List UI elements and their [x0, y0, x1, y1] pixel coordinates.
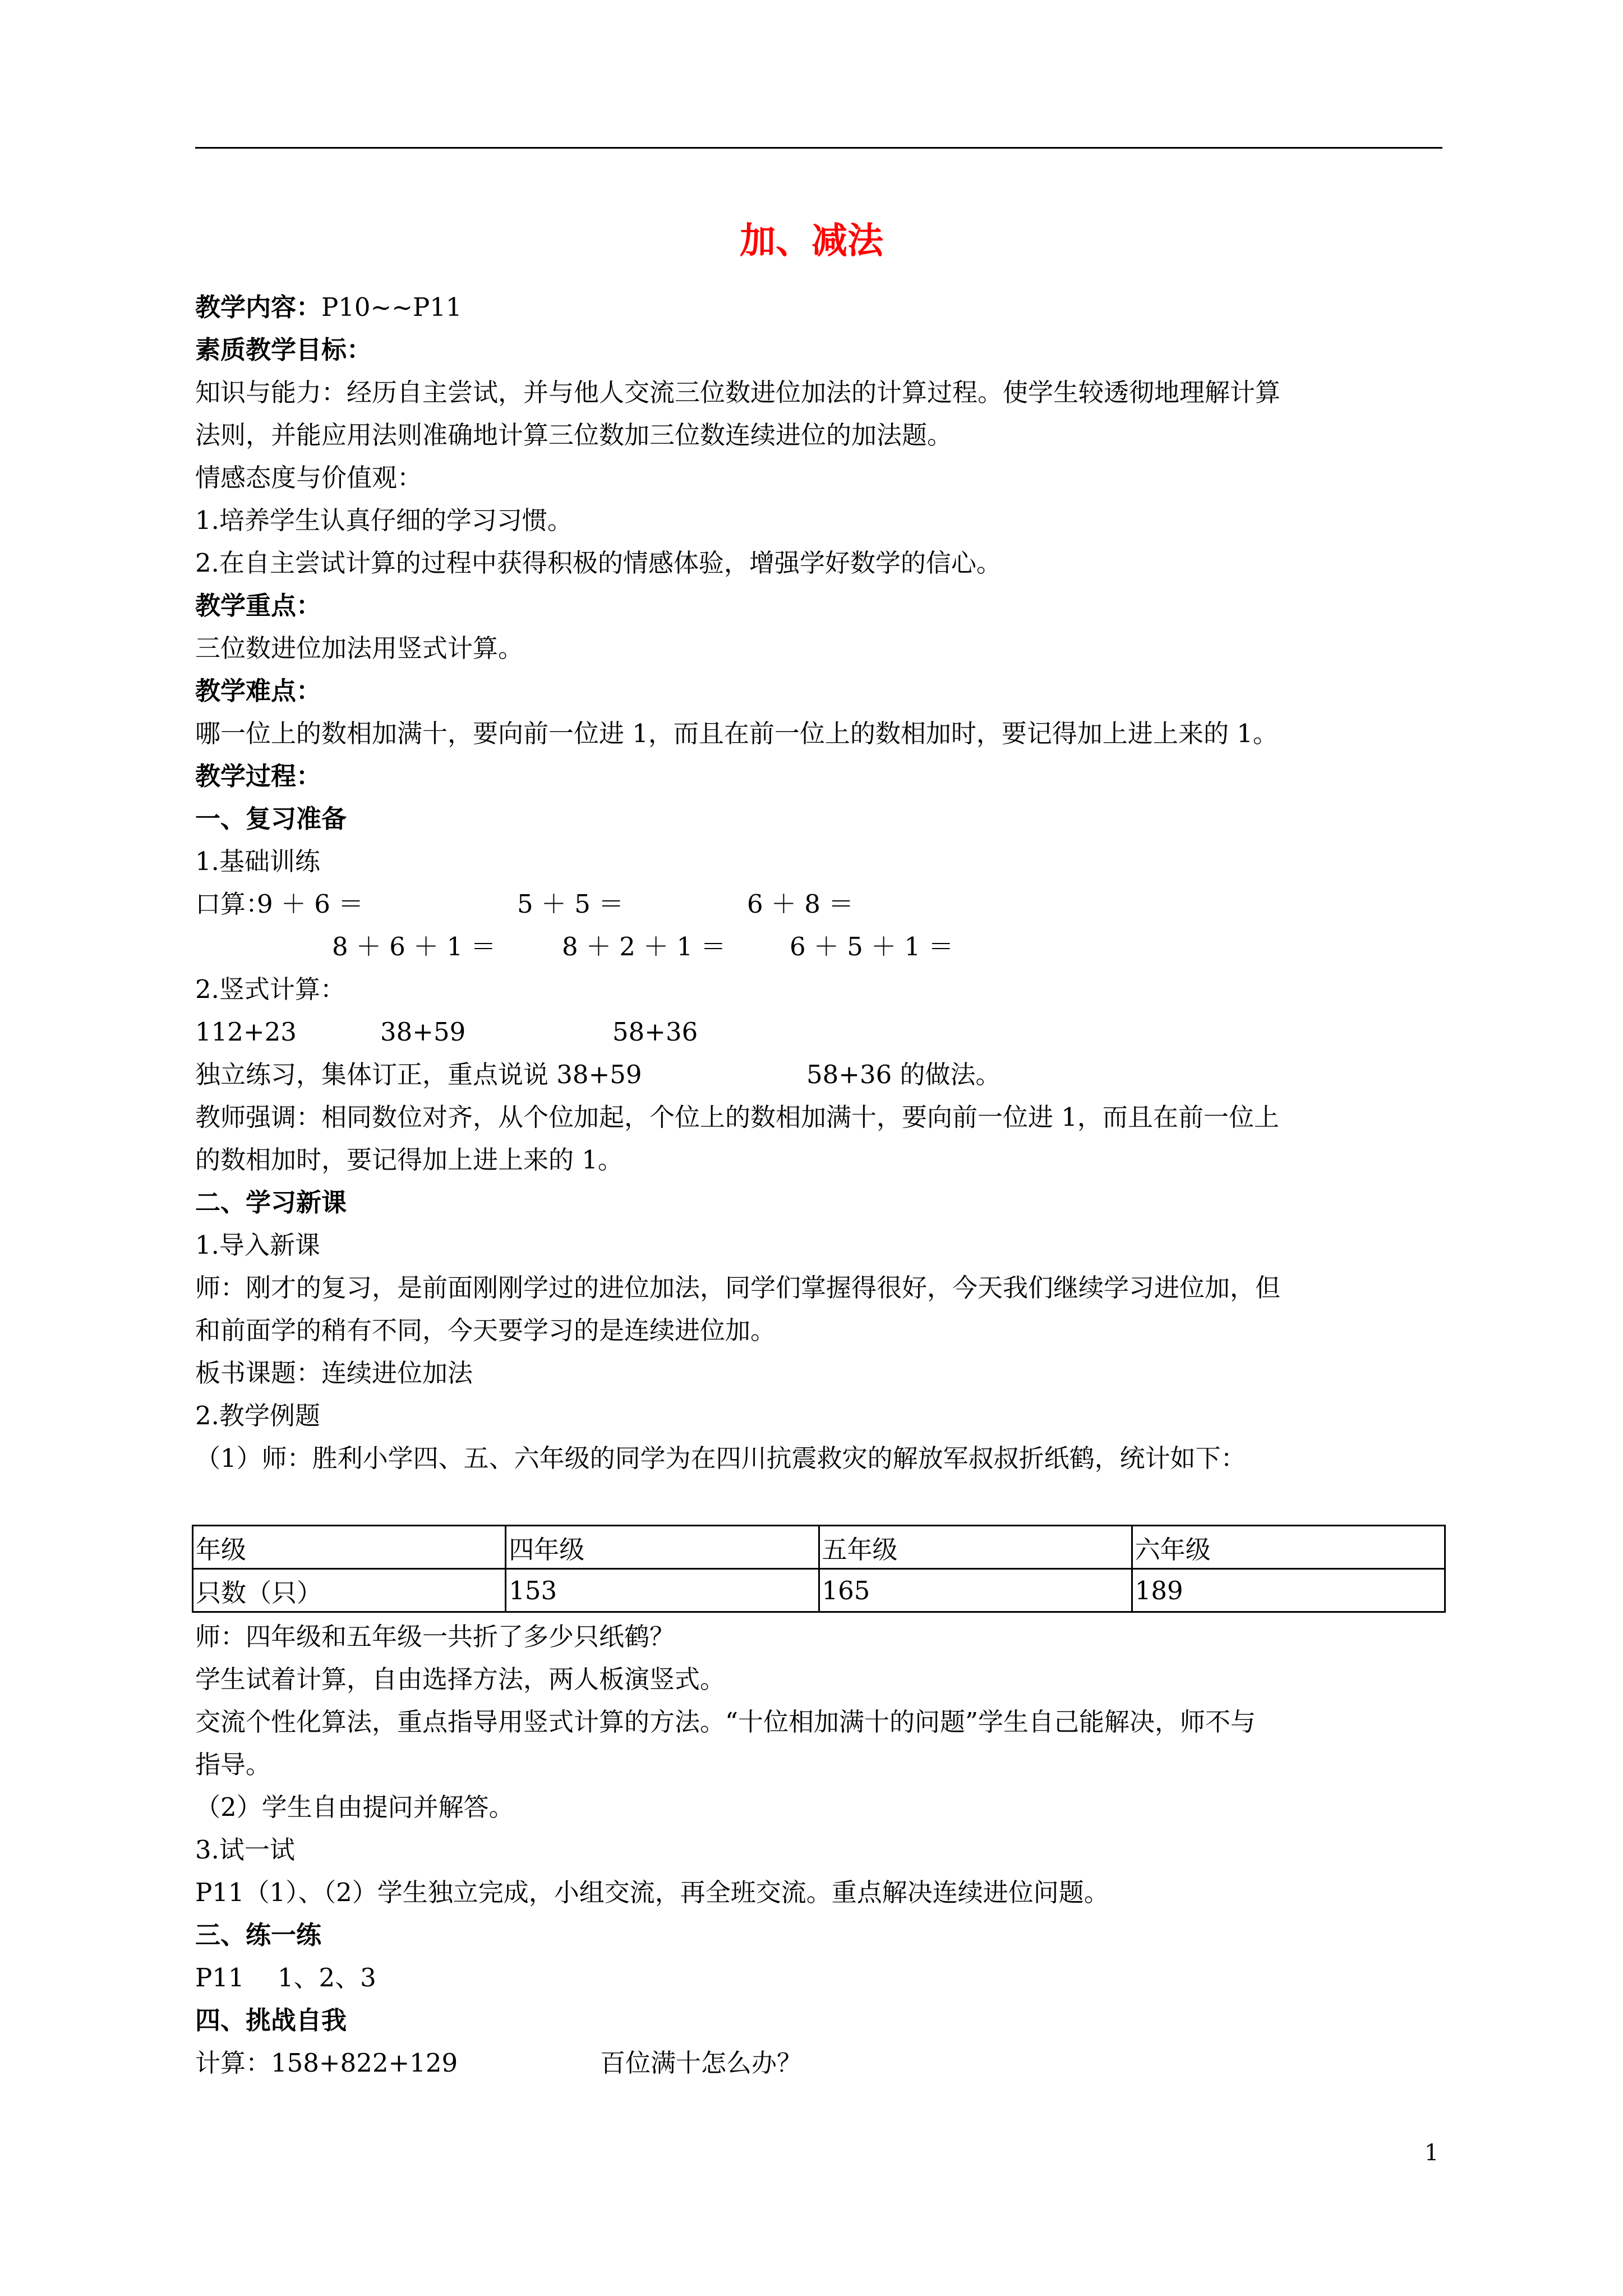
key-point-text: 三位数进位加法用竖式计算。 [195, 633, 524, 663]
teacher-line-1: 师：刚才的复习，是前面刚刚学过的进位加法，同学们掌握得很好，今天我们继续学习进位加，但 [195, 1273, 1281, 1303]
emotion-heading: 情感态度与价值观： [195, 463, 423, 493]
table-cell: 165 [819, 1569, 1132, 1612]
section4-heading: 四、挑战自我 [195, 2005, 347, 2035]
emotion-item-2: 2.在自主尝试计算的过程中获得积极的情感体验，增强学好数学的信心。 [195, 548, 1002, 578]
oral-expr-5: 8 ＋ 2 ＋ 1 ＝ [562, 932, 726, 961]
difficulty-text: 哪一位上的数相加满十，要向前一位进 1，而且在前一位上的数相加时，要记得加上进上来的 1。 [195, 719, 1278, 748]
oral-expr-2: 5 ＋ 5 ＝ [517, 889, 624, 919]
oral-row-2 [195, 926, 1442, 968]
teaching-content-line [195, 286, 1442, 329]
oral-expr-4: 8 ＋ 6 ＋ 1 ＝ [332, 932, 496, 961]
vertical-calc-items [195, 1011, 1442, 1053]
section2-heading: 二、学习新课 [195, 1188, 347, 1217]
oral-expr-1: 9 ＋ 6 ＝ [257, 889, 364, 919]
board-topic: 板书课题：连续进位加法 [195, 1358, 473, 1388]
practice-line [195, 1053, 1442, 1096]
document-body-continued [195, 1616, 1442, 2085]
emotion-item-1: 1.培养学生认真仔细的学习习惯。 [195, 505, 573, 535]
intro-label: 1.导入新课 [195, 1230, 320, 1260]
oral-expr-6: 6 ＋ 5 ＋ 1 ＝ [790, 932, 954, 961]
grade-table [192, 1525, 1446, 1613]
difficulty-heading: 教学难点： [195, 676, 322, 706]
teacher-emphasis-line-2: 的数相加时，要记得加上进上来的 1。 [195, 1145, 623, 1175]
document-body [195, 286, 1442, 1480]
practice-text-b: 58+36 的做法。 [806, 1060, 1001, 1089]
teaching-content-label: 教学内容： [195, 292, 322, 322]
table-cell: 五年级 [819, 1526, 1132, 1569]
table-cell: 只数（只） [193, 1569, 506, 1612]
challenge-question: 百位满十怎么办？ [600, 2048, 803, 2078]
teaching-content-value: P10~~P11 [321, 292, 462, 322]
section3-text: P11 1、2、3 [195, 1963, 376, 1993]
process-heading: 教学过程： [195, 761, 322, 791]
practice-text-a: 独立练习，集体订正，重点说说 38+59 [195, 1060, 642, 1089]
try-text: P11（1）、（2）学生独立完成，小组交流，再全班交流。重点解决连续进位问题。 [195, 1878, 1109, 1907]
table-cell: 四年级 [506, 1526, 819, 1569]
oral-label: 口算： [195, 889, 271, 919]
teacher-line-2: 和前面学的稍有不同，今天要学习的是连续进位加。 [195, 1315, 776, 1345]
teacher-emphasis-line-1: 教师强调：相同数位对齐，从个位加起，个位上的数相加满十，要向前一位进 1，而且在前一位上 [195, 1102, 1279, 1132]
table-cell: 153 [506, 1569, 819, 1612]
oral-row-1 [195, 883, 1442, 926]
table-cell: 189 [1132, 1569, 1445, 1612]
exchange-line-2: 指导。 [195, 1750, 271, 1779]
vertical-item-1: 112+23 [195, 1017, 297, 1047]
document-title: 加、减法 [740, 220, 883, 262]
header-rule [195, 147, 1442, 149]
section3-heading: 三、练一练 [195, 1920, 322, 1950]
try-heading: 3.试一试 [195, 1835, 295, 1865]
example-1-text: （1）师：胜利小学四、五、六年级的同学为在四川抗震救灾的解放军叔叔折纸鹤，统计如下： [195, 1443, 1246, 1473]
question-text: 师：四年级和五年级一共折了多少只纸鹤？ [195, 1622, 675, 1651]
table-header-row [193, 1526, 1445, 1569]
example-2-text: （2）学生自由提问并解答。 [195, 1792, 514, 1822]
table-cell: 年级 [193, 1526, 506, 1569]
vertical-item-2: 38+59 [380, 1017, 466, 1047]
section1-heading: 一、复习准备 [195, 804, 347, 834]
try-calc-text: 学生试着计算，自由选择方法，两人板演竖式。 [195, 1664, 726, 1694]
basic-training-label: 1.基础训练 [195, 846, 320, 876]
exchange-line-1: 交流个性化算法，重点指导用竖式计算的方法。“十位相加满十的问题”学生自己能解决，师不与 [195, 1707, 1256, 1737]
challenge-calc: 计算：158+822+129 [195, 2048, 458, 2078]
vertical-calc-heading: 2.竖式计算： [195, 974, 345, 1004]
key-point-heading: 教学重点： [195, 591, 322, 620]
example-heading: 2.教学例题 [195, 1401, 320, 1430]
page-number: 1 [1424, 2140, 1439, 2166]
table-cell: 六年级 [1132, 1526, 1445, 1569]
table-row [193, 1569, 1445, 1612]
challenge-line [195, 2042, 1442, 2085]
objectives-heading: 素质教学目标： [195, 335, 372, 365]
knowledge-line-2: 法则，并能应用法则准确地计算三位数加三位数连续进位的加法题。 [195, 420, 953, 450]
oral-expr-3: 6 ＋ 8 ＝ [747, 889, 854, 919]
vertical-item-3: 58+36 [612, 1017, 698, 1047]
knowledge-line-1: 知识与能力：经历自主尝试，并与他人交流三位数进位加法的计算过程。使学生较透彻地理解计算 [195, 378, 1281, 407]
